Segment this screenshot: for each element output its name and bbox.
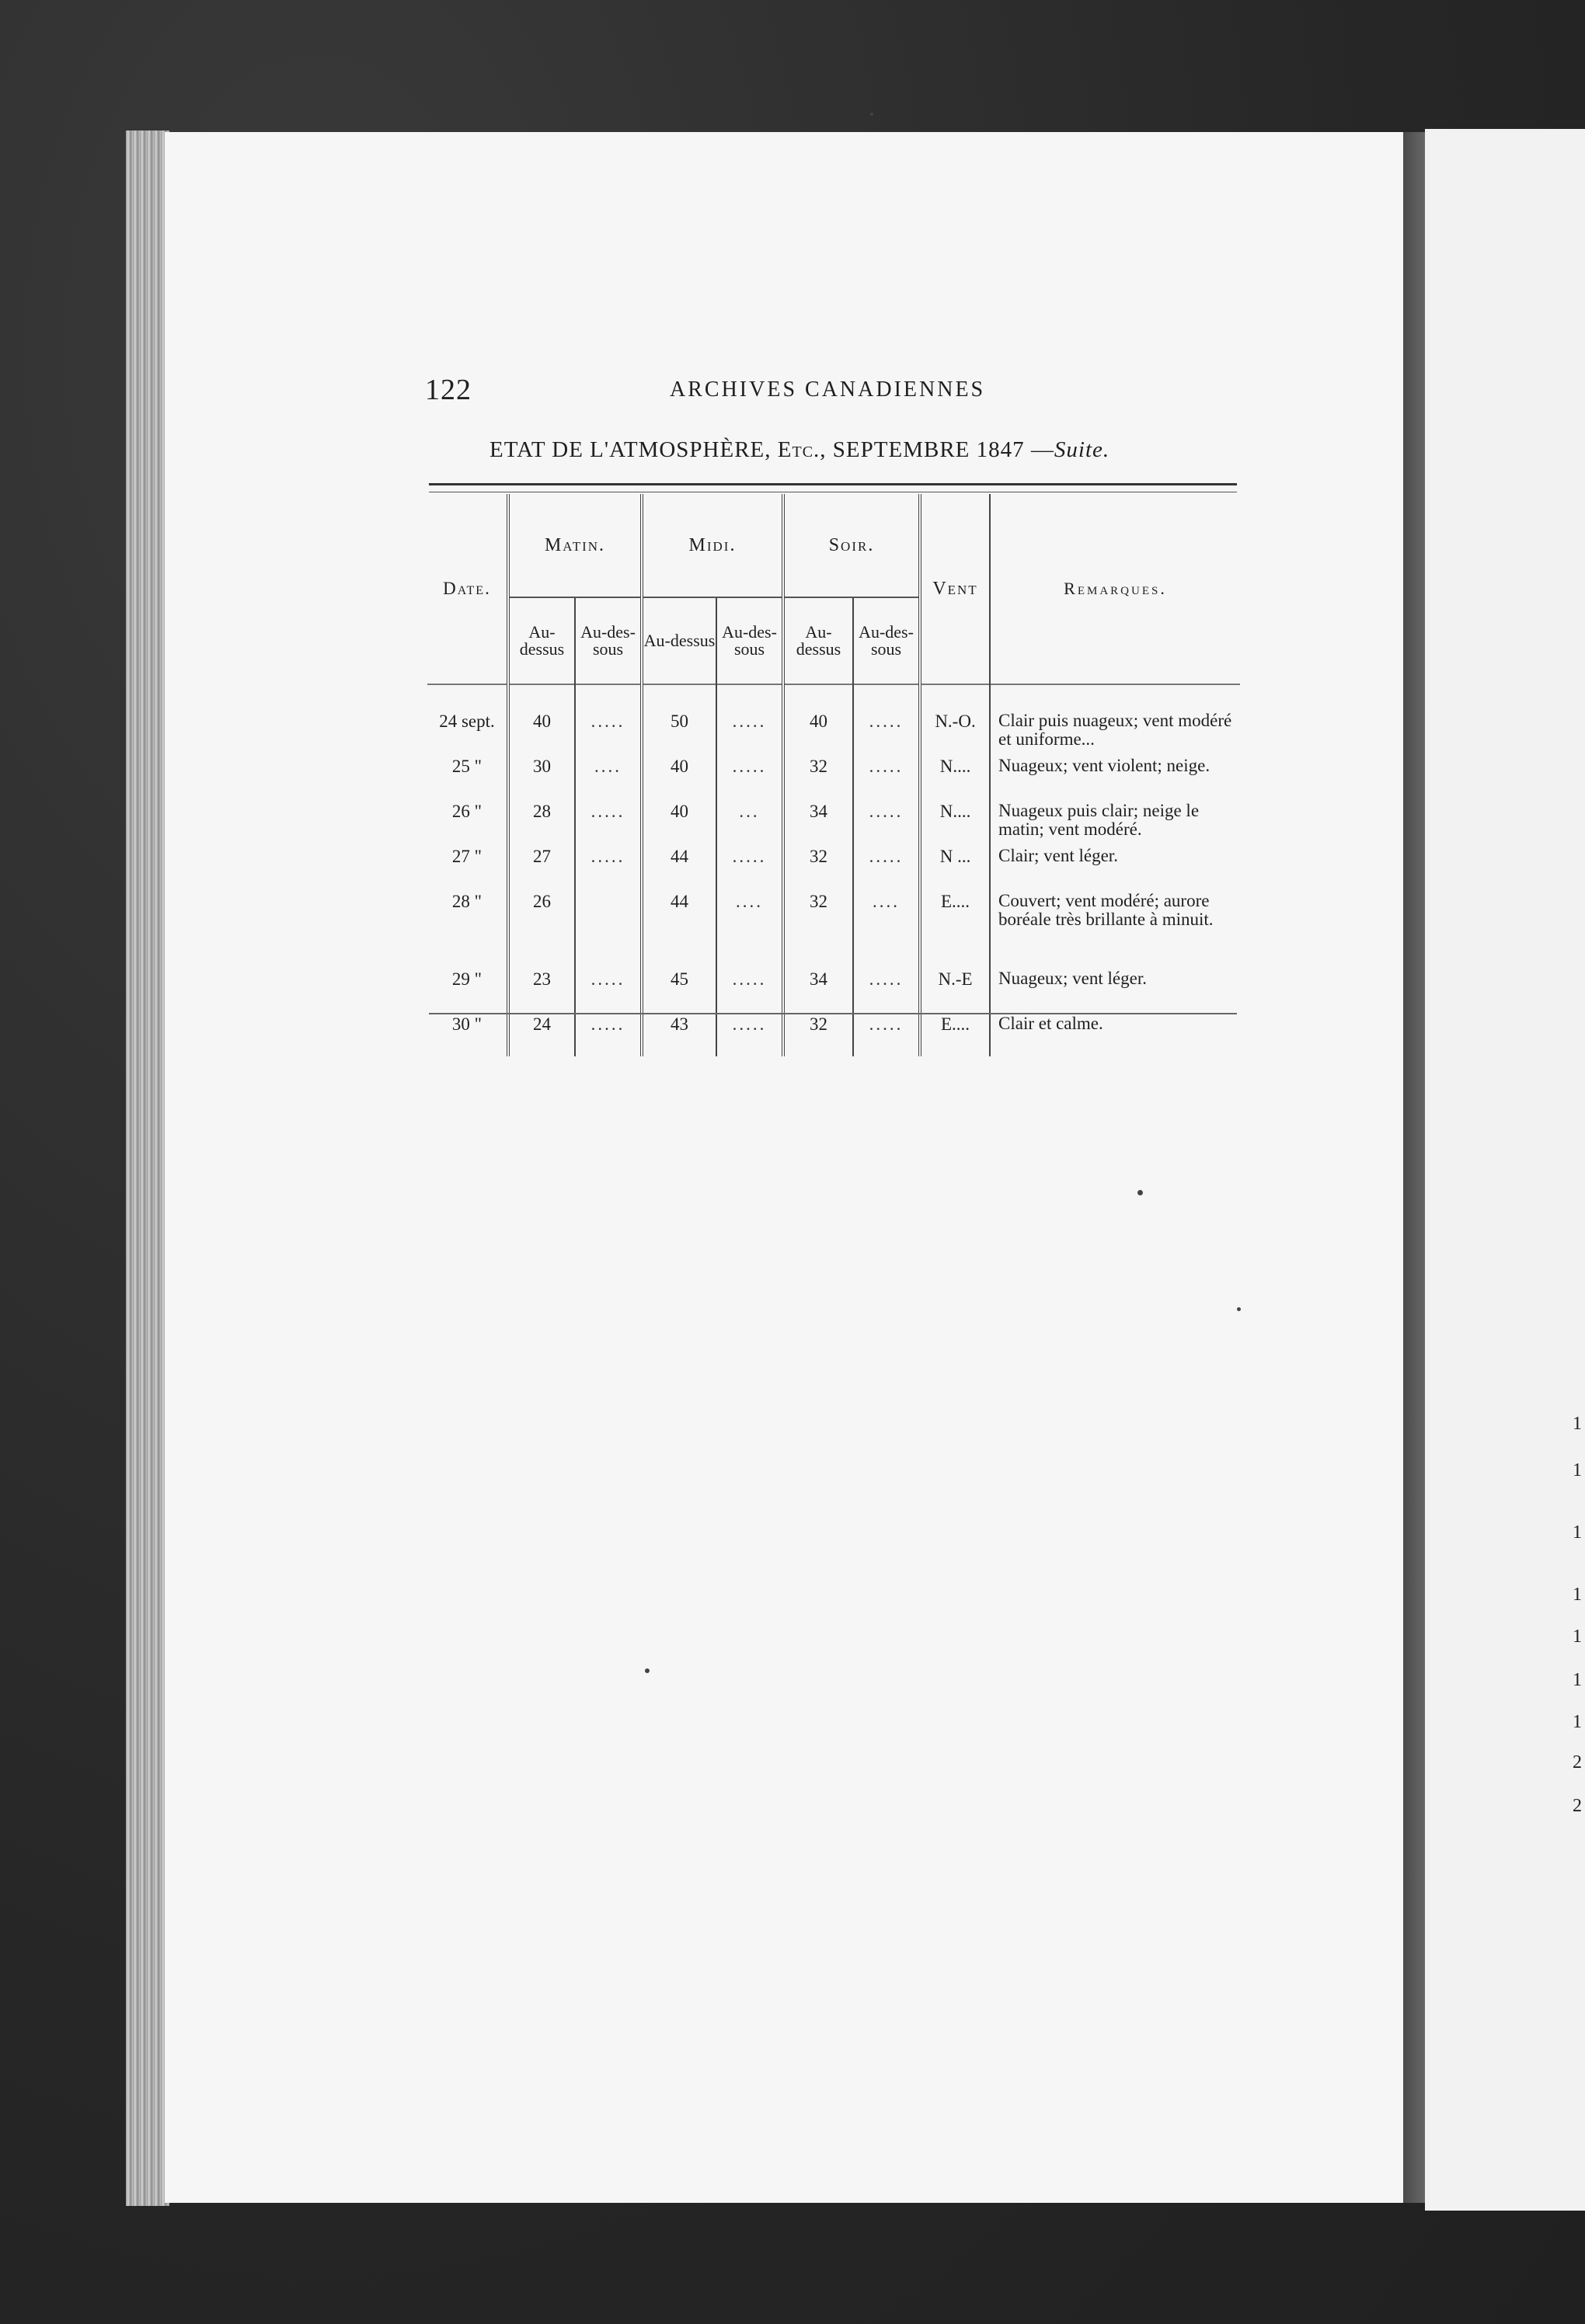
cell-soir-below: ..... (853, 708, 920, 753)
cell-matin-below (575, 889, 642, 966)
cell-vent: E.... (920, 1011, 990, 1056)
table-row (427, 844, 1240, 889)
cell-midi-below: ..... (716, 1011, 783, 1056)
cell-remarques: Nuageux puis clair; neige le matin; vent modéré. (990, 798, 1240, 844)
facing-page-mark: 2 (1573, 1796, 1582, 1816)
table-row (427, 753, 1240, 798)
header-midi: Midi. (642, 494, 783, 597)
cell-remarques: Nuageux; vent léger. (990, 966, 1240, 1011)
table-row (427, 889, 1240, 966)
subheader-matin-above: Au-dessus (508, 597, 575, 684)
paper-speck (645, 1668, 650, 1673)
cell-soir-below: ..... (853, 1011, 920, 1056)
page-gutter-shadow (1403, 132, 1426, 2203)
cell-soir-below: ..... (853, 798, 920, 844)
facing-page-mark: 2 (1573, 1752, 1582, 1773)
table-title-month: SEPTEMBRE 1847 — (832, 437, 1054, 462)
paper-speck (870, 113, 873, 116)
cell-soir-above: 40 (783, 708, 853, 753)
cell-soir-below: ..... (853, 753, 920, 798)
facing-page-mark: 1 (1573, 1414, 1582, 1434)
cell-soir-above: 34 (783, 798, 853, 844)
cell-soir-above: 34 (783, 966, 853, 1011)
cell-midi-below: .... (716, 889, 783, 966)
paper-speck (1137, 1190, 1143, 1195)
subheader-soir-above: Au-dessus (783, 597, 853, 684)
cell-midi-below: ... (716, 798, 783, 844)
subheader-midi-above: Au-dessus (642, 597, 716, 684)
cell-date: 29 " (451, 969, 482, 989)
cell-date: 27 " (451, 847, 482, 866)
cell-vent: N.-E (920, 966, 990, 1011)
header-remarques: Remarques. (990, 494, 1240, 684)
cell-vent: N.... (920, 798, 990, 844)
page-number: 122 (425, 374, 472, 406)
facing-page-mark: 1 (1573, 1522, 1582, 1543)
subheader-soir-below: Au-des-sous (853, 597, 920, 684)
cell-matin-above: 28 (508, 798, 575, 844)
cell-matin-above: 23 (508, 966, 575, 1011)
cell-midi-above: 40 (642, 798, 716, 844)
cell-date: 26 " (451, 802, 482, 821)
cell-date: 25 " (451, 757, 482, 776)
table-bottom-rule (429, 1013, 1237, 1014)
cell-soir-above: 32 (783, 844, 853, 889)
subheader-matin-below: Au-des-sous (575, 597, 642, 684)
cell-soir-above: 32 (783, 889, 853, 966)
cell-matin-above: 27 (508, 844, 575, 889)
cell-matin-above: 30 (508, 753, 575, 798)
weather-table (427, 494, 1240, 1056)
header-separator (427, 684, 1240, 708)
table-row (427, 798, 1240, 844)
header-date: Date. (443, 579, 491, 598)
cell-vent: N.... (920, 753, 990, 798)
cell-matin-below: ..... (575, 708, 642, 753)
cell-midi-below: ..... (716, 753, 783, 798)
table-title (489, 437, 1110, 463)
cell-date: 24 sept. (439, 711, 495, 731)
table-top-rule (429, 483, 1237, 492)
cell-soir-below: ..... (853, 844, 920, 889)
cell-matin-below: .... (575, 753, 642, 798)
cell-midi-above: 40 (642, 753, 716, 798)
facing-page-mark: 1 (1573, 1460, 1582, 1480)
facing-page-mark: 1 (1573, 1585, 1582, 1605)
cell-matin-above: 26 (508, 889, 575, 966)
cell-midi-above: 45 (642, 966, 716, 1011)
facing-page-mark: 1 (1573, 1626, 1582, 1647)
cell-matin-below: ..... (575, 1011, 642, 1056)
cell-vent: N.-O. (920, 708, 990, 753)
facing-page (1425, 129, 1585, 2211)
cell-matin-below: ..... (575, 966, 642, 1011)
cell-soir-above: 32 (783, 1011, 853, 1056)
cell-matin-above: 40 (508, 708, 575, 753)
facing-page-mark: 1 (1573, 1670, 1582, 1690)
book-page-edges (126, 130, 169, 2206)
table-title-main: ETAT DE L'ATMOSPHÈRE, (489, 437, 778, 462)
cell-soir-above: 32 (783, 753, 853, 798)
cell-midi-above: 50 (642, 708, 716, 753)
header-soir: Soir. (783, 494, 920, 597)
cell-remarques: Clair puis nuageux; vent modéré et uniforme... (990, 708, 1240, 753)
cell-vent: N ... (920, 844, 990, 889)
cell-vent: E.... (920, 889, 990, 966)
cell-remarques: Clair et calme. (990, 1011, 1240, 1056)
cell-midi-below: ..... (716, 844, 783, 889)
cell-soir-below: ..... (853, 966, 920, 1011)
subheader-midi-below: Au-des-sous (716, 597, 783, 684)
cell-matin-below: ..... (575, 798, 642, 844)
cell-midi-above: 44 (642, 844, 716, 889)
table-title-etc: Etc., (777, 437, 833, 462)
cell-midi-below: ..... (716, 708, 783, 753)
cell-midi-above: 44 (642, 889, 716, 966)
header-vent: Vent (920, 494, 990, 684)
cell-date: 30 " (451, 1014, 482, 1034)
table-row (427, 1011, 1240, 1056)
cell-remarques: Nuageux; vent violent; neige. (990, 753, 1240, 798)
table-title-suite: Suite. (1054, 437, 1110, 462)
cell-midi-below: ..... (716, 966, 783, 1011)
table-row (427, 708, 1240, 753)
running-title: ARCHIVES CANADIENNES (670, 377, 986, 402)
cell-matin-above: 24 (508, 1011, 575, 1056)
cell-remarques: Couvert; vent modéré; aurore boréale très brillante à minuit. (990, 889, 1240, 966)
table-row (427, 966, 1240, 1011)
cell-matin-below: ..... (575, 844, 642, 889)
cell-soir-below: .... (853, 889, 920, 966)
cell-remarques: Clair; vent léger. (990, 844, 1240, 889)
cell-date: 28 " (451, 892, 482, 911)
cell-midi-above: 43 (642, 1011, 716, 1056)
facing-page-mark: 1 (1573, 1712, 1582, 1732)
paper-speck (1237, 1307, 1241, 1311)
header-matin: Matin. (508, 494, 642, 597)
